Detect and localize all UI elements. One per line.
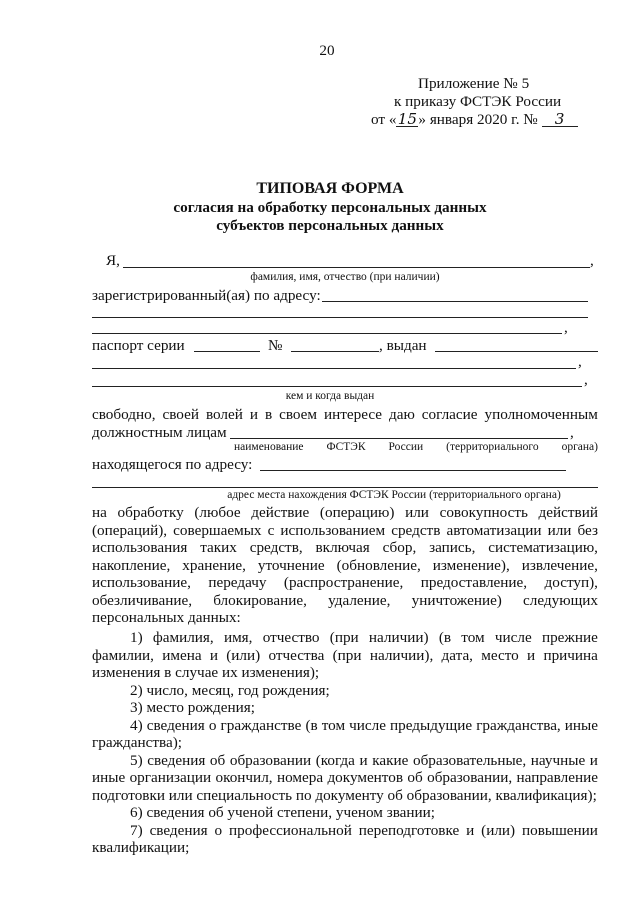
body-line: накопление, хранение, уточнение (обновление, изменение), извлечение, [92,556,598,574]
i-label: Я, [106,252,120,269]
data-items-list [92,629,598,857]
form-subtitle-1: согласия на обработку персональных данных [173,199,487,216]
data-item [92,822,598,857]
form-title: ТИПОВАЯ ФОРМА [256,180,404,197]
issued-comma-2: , [584,371,588,388]
passport-label: паспорт серии [92,337,185,354]
body-line: персональных данных: [92,609,241,626]
issued-label: , выдан [379,337,427,354]
consent-body [92,504,598,627]
issued-comma-1: , [578,353,582,370]
passport-number-field[interactable] [291,351,379,352]
data-item [92,629,598,682]
date-middle: » января 2020 г. № [418,111,538,128]
address-field-1[interactable] [322,301,588,302]
fio-comma: , [590,252,594,269]
page-number: 20 [319,42,335,59]
appendix-order-ref: к приказу ФСТЭК России [394,93,562,110]
data-item-line: квалификации; [92,839,190,856]
org-hint: наименование ФСТЭК России (территориального органа) [234,441,598,453]
located-label: находящегося по адресу: [92,456,253,473]
appendix-title: Приложение № 5 [418,75,530,92]
passport-number-label: № [268,337,283,354]
date-day: 15 [397,110,418,128]
location-field-2[interactable] [92,487,598,488]
data-item [92,752,598,805]
data-item-line: фамилии, имена и (или) отчества (при наличии), дата, место и причина [92,646,598,664]
data-item-line: 3) место рождения; [130,699,255,716]
officials-field[interactable] [230,438,568,439]
address-field-2[interactable] [92,317,588,318]
data-item-line: 2) число, месяц, год рождения; [130,681,330,699]
location-field-1[interactable] [260,470,566,471]
consent-line-1: свободно, своей волей и в своем интересе даю согласие уполномоченным [92,406,598,423]
date-prefix: от « [371,111,397,128]
issued-hint: кем и когда выдан [285,390,375,402]
data-item-line: 4) сведения о гражданстве (в том числе предыдущие гражданства, иные [130,716,598,734]
data-item [92,699,598,717]
order-number: 3 [542,112,578,127]
data-item [92,804,598,822]
data-item-line: иные организации окончил, номера документов об образовании, направление [92,769,598,786]
body-line: на обработку (любое действие (операцию) или совокупность действий [92,504,598,521]
data-item-line: гражданства); [92,734,183,751]
body-line: использования таких средств, включая сбор, запись, систематизацию, [92,539,598,556]
address-field-3[interactable] [92,333,562,334]
data-item [92,717,598,752]
body-line: использование, передачу (распространение, предоставление, доступ), [92,574,598,591]
data-item-line: 1) фамилия, имя, отчество (при наличии) (в том числе прежние [130,629,598,646]
data-item-line: изменения в случае их изменения); [92,664,320,681]
body-line: (операций), совершаемых с использованием средств автоматизации или без [92,521,598,539]
address-hint: адрес места нахождения ФСТЭК России (территориального органа) [227,489,561,501]
fio-hint: фамилия, имя, отчество (при наличии) [250,271,440,283]
officials-comma: , [570,424,574,441]
appendix-date-line [371,111,578,129]
passport-series-field[interactable] [194,351,260,352]
fio-field[interactable] [123,267,590,268]
data-item-line: 7) сведения о профессиональной переподготовке и (или) повышении [130,821,598,839]
data-item-line: 5) сведения об образовании (когда и какие образовательные, научные и [130,751,598,769]
data-item-line: подготовки или специальность по документу об образовании, квалификация); [92,786,597,804]
data-item [92,682,598,700]
address-comma: , [564,319,568,336]
officials-label: должностным лицам [92,424,227,441]
issued-field-2[interactable] [92,368,576,369]
data-item-line: 6) сведения об ученой степени, ученом звании; [130,804,436,821]
body-line: обезличивание, блокирование, удаление, уничтожение) следующих [92,591,598,609]
issued-field-3[interactable] [92,386,582,387]
form-subtitle-2: субъектов персональных данных [216,217,444,234]
registered-label: зарегистрированный(ая) по адресу: [92,287,321,304]
issued-field-1[interactable] [435,351,598,352]
